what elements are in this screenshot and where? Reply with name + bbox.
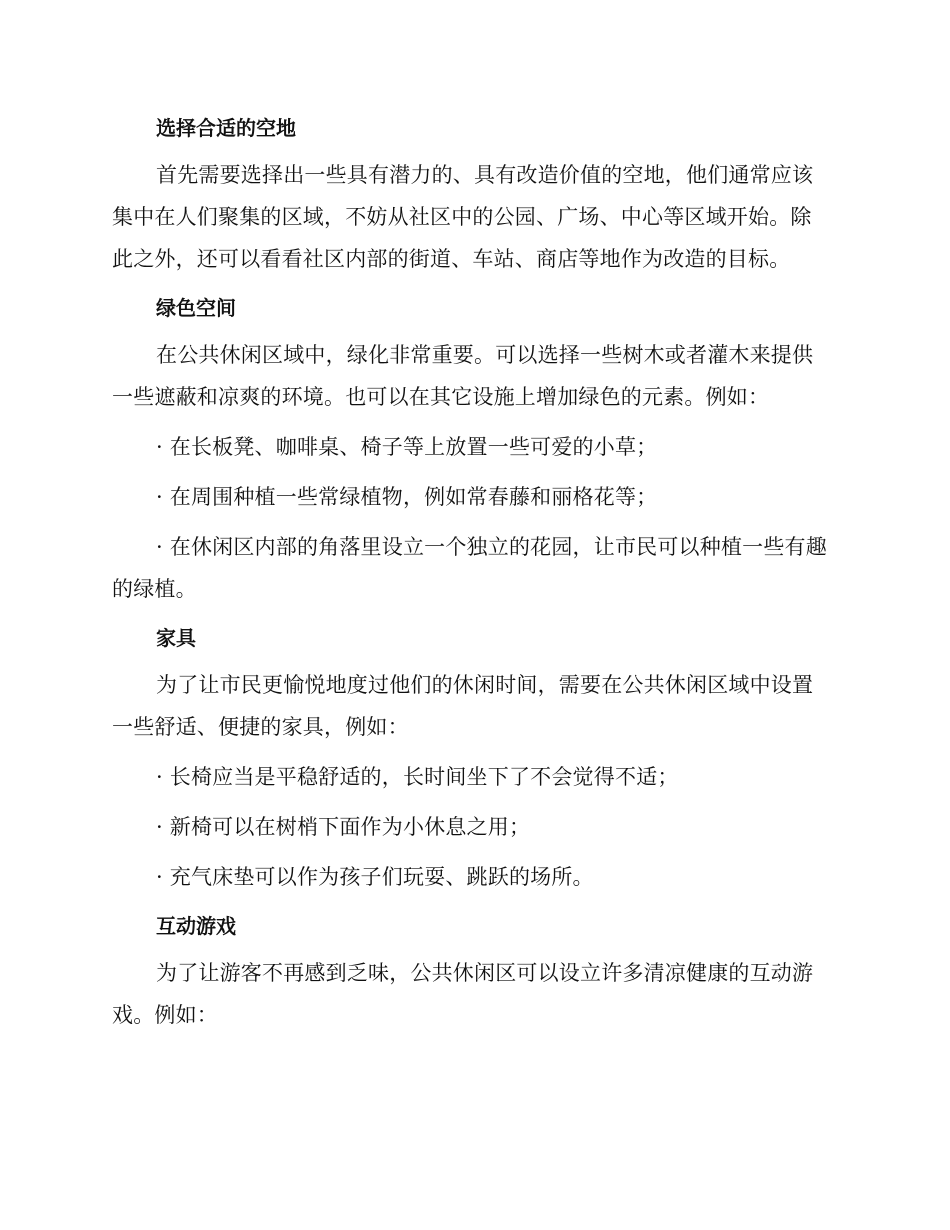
section-furniture [112,618,832,898]
section-select-site [112,108,832,280]
list-item: · 在长板凳、咖啡桌、椅子等上放置一些可爱的小草； [156,435,658,459]
paragraph: 为了让游客不再感到乏味，公共休闲区可以设立许多清凉健康的互动游戏。例如： [112,961,814,1027]
list-item: · 新椅可以在树梢下面作为小休息之用； [156,815,531,839]
section-heading: 家具 [156,626,196,650]
list-item: · 在休闲区内部的角落里设立一个独立的花园，让市民可以种植一些有趣的绿植。 [112,535,827,601]
paragraph: 首先需要选择出一些具有潜力的、具有改造价值的空地，他们通常应该集中在人们聚集的区域，不妨从社区中的公园、广场、中心等区域开始。除此之外，还可以看看社区内部的街道、车站、商店等地作为改造的目标。 [112,163,814,271]
document-page [112,108,832,1044]
list-item: · 在周围种植一些常绿植物，例如常春藤和丽格花等； [156,485,658,509]
section-heading: 绿色空间 [156,296,236,320]
section-interactive-games [112,906,832,1036]
paragraph: 在公共休闲区域中，绿化非常重要。可以选择一些树木或者灌木来提供一些遮蔽和凉爽的环境。也可以在其它设施上增加绿色的元素。例如： [112,343,814,409]
section-heading: 互动游戏 [156,914,236,938]
list-item: · 长椅应当是平稳舒适的，长时间坐下了不会觉得不适； [156,765,679,789]
list-item: · 充气床垫可以作为孩子们玩耍、跳跃的场所。 [156,865,594,889]
section-green-space [112,288,832,610]
section-heading: 选择合适的空地 [156,116,296,140]
paragraph: 为了让市民更愉悦地度过他们的休闲时间，需要在公共休闲区域中设置一些舒适、便捷的家具，例如： [112,673,814,739]
